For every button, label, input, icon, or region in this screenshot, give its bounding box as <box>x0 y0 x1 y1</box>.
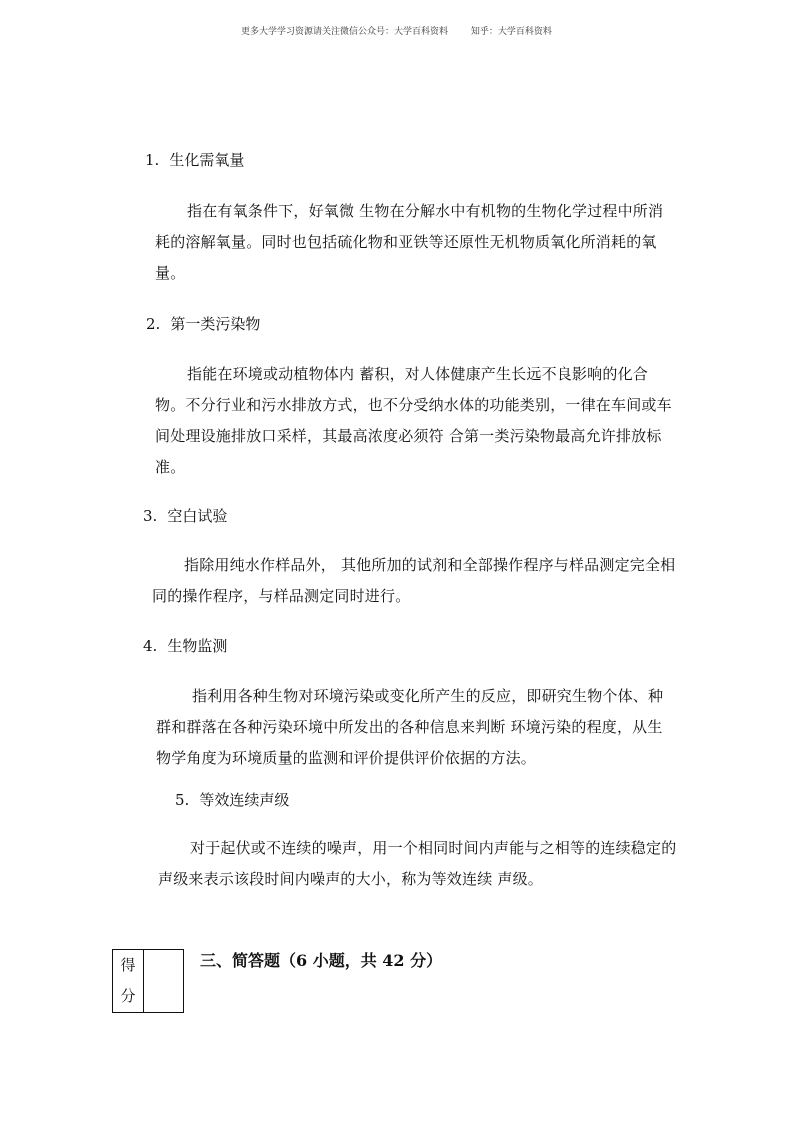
item-3-body: 指除用纯水作样品外， 其他所加的试剂和全部操作程序与样品测定完全相同的操作程序，与样品测定同时进行。 <box>152 556 676 605</box>
item-2-body: 指能在环境或动植物体内 蓄积，对人体健康产生长远不良影响的化合物。不分行业和污水排放方式，也不分受纳水体的功能类别，一律在车间或车间处理设施排放口采样，其最高浓度必须符 合第一类污染物最高允许排放标准。 <box>155 365 672 476</box>
score-label-bottom: 分 <box>120 987 136 1005</box>
item-1-number: 1. <box>145 151 160 169</box>
section-heading: 三、简答题（6 小题，共 42 分） <box>200 951 443 970</box>
item-4-title: 生物监测 <box>167 637 228 655</box>
item-5-title-row <box>175 790 289 810</box>
item-4-title-row <box>143 636 227 656</box>
item-1-title: 生化需氧量 <box>169 151 245 169</box>
item-4-body: 指利用各种生物对环境污染或变化所产生的反应，即研究生物个体、种群和群落在各种污染环境中所发出的各种信息来判断 环境污染的程度，从生物学角度为环境质量的监测和评价提供评价依据的方法。 <box>156 687 664 767</box>
item-3-title-row <box>143 506 227 526</box>
item-3-number: 3. <box>143 507 158 525</box>
score-label-top: 得 <box>120 956 136 974</box>
score-box <box>112 949 184 1013</box>
item-3-title: 空白试验 <box>167 507 228 525</box>
item-1-body: 指在有氧条件下，好氧微 生物在分解水中有机物的生物化学过程中所消耗的溶解氧量。同时也包括硫化物和亚铁等还原性无机物质氧化所消耗的氧量。 <box>155 202 664 282</box>
item-5-title: 等效连续声级 <box>199 791 290 809</box>
item-2-number: 2. <box>146 315 161 333</box>
item-5-body: 对于起伏或不连续的噪声，用一个相同时间内声能与之相等的连续稳定的声级来表示该段时间内噪声的大小，称为等效连续 声级。 <box>158 839 677 888</box>
score-value-cell[interactable] <box>144 950 184 1013</box>
score-label-cell <box>113 950 144 1013</box>
item-5-number: 5. <box>175 791 190 809</box>
item-1-title-row <box>145 150 244 170</box>
item-2-title-row <box>146 314 260 334</box>
page-header: 更多大学学习资源请关注微信公众号：大学百科资料 知乎：大学百科资料 <box>241 27 552 37</box>
item-2-title: 第一类污染物 <box>170 315 261 333</box>
item-4-number: 4. <box>143 637 158 655</box>
